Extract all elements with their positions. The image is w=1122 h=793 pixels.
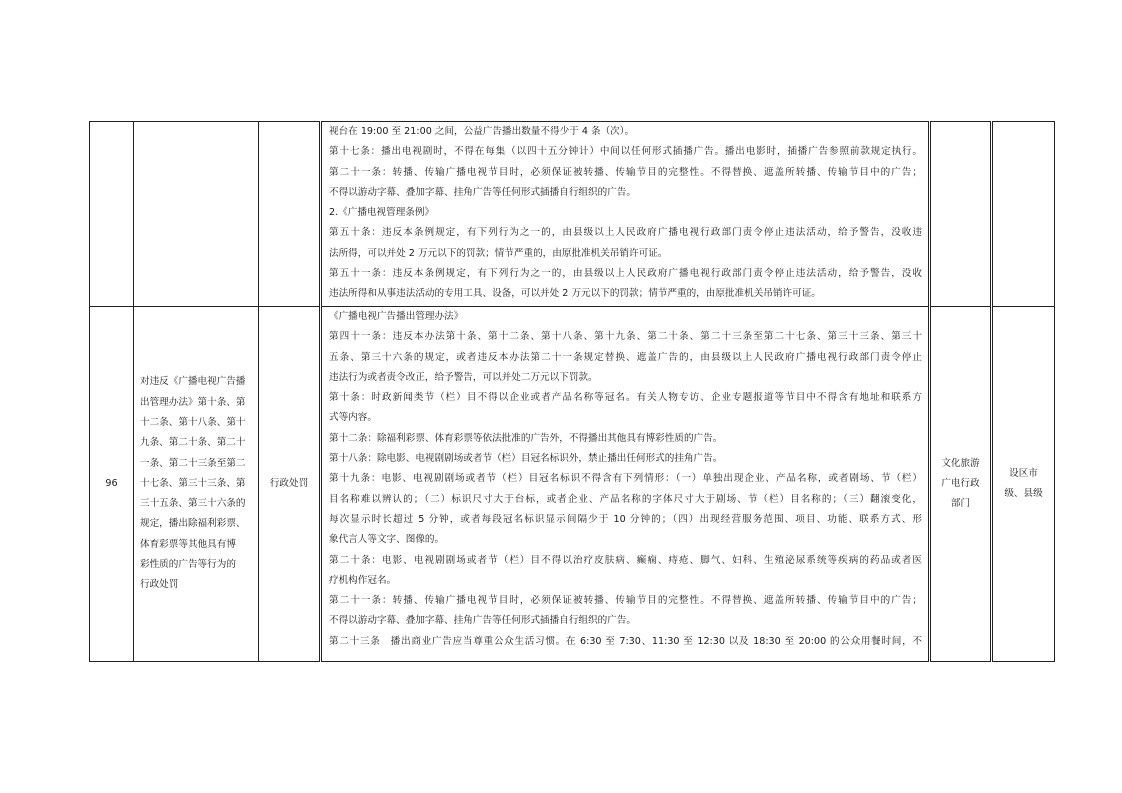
department-line: 文化旅游: [941, 457, 980, 469]
type-cell: [259, 122, 321, 307]
content-line: 象代言人等文字、图像的。: [329, 534, 445, 546]
content-line: 《广播电视广告播出管理办法》: [329, 311, 464, 322]
type-cell: 行政处罚: [259, 307, 321, 662]
row-number: 96: [90, 307, 134, 662]
item-line: 彩性质的广告等行为的: [140, 559, 236, 571]
content-line: 违法所得和从事违法活动的专用工具、设备，可以并处 2 万元以下的罚款；情节严重的，由原批准机关吊销许可证。: [329, 288, 821, 300]
number-cell: [90, 122, 134, 307]
table-row: [90, 122, 1055, 307]
content-line: 第十八条：除电影、电视剧剧场或者节（栏）目冠名标识外，禁止播出任何形式的挂角广告。: [329, 453, 723, 465]
item-line: 三十五条、第三十六条的: [140, 498, 246, 510]
item-cell: [134, 122, 259, 307]
content-line: 第四十一条：违反本办法第十条、第十二条、第十八条、第十九条、第二十条、第二十三条至第二十七条、第三十三条、第三十: [329, 331, 922, 343]
content-line: 第十条：时政新闻类节（栏）目不得以企业或者产品名称等冠名。有关人物专访、企业专题报道等节目中不得含有地址和联系方: [329, 392, 922, 404]
content-line: 不得以游动字幕、叠加字幕、挂角广告等任何形式插播自行组织的广告。: [329, 615, 636, 627]
content-line: 第十九条：电影、电视剧剧场或者节（栏）目冠名标识不得含有下列情形：（一）单独出现企业、产品名称，或者剧场、节（栏）: [329, 473, 922, 485]
content-line: 疗机构作冠名。: [329, 574, 397, 586]
content-line: 每次显示时长超过 5 分钟，或者每段冠名标识显示间隔少于 10 分钟的；（四）出现经营服务范围、项目、功能、联系方式、形: [329, 513, 922, 525]
content-line: 第二十三条 播出商业广告应当尊重公众生活习惯。在 6:30 至 7:30、11:30 至 12:30 以及 18:30 至 20:00 的公众用餐时间，不: [329, 635, 922, 647]
document-table: [89, 121, 1055, 662]
level-line: 级、县级: [1004, 488, 1043, 499]
content-line: 第十七条：播出电视剧时，不得在每集（以四十五分钟计）中间以任何形式插播广告。播出电影时，插播广告参照前款规定执行。: [329, 146, 922, 158]
department-line: 部门: [950, 498, 971, 510]
item-line: 十七条、第三十三条、第: [140, 477, 246, 489]
content-line: 2.《广播电视管理条例》: [329, 207, 435, 219]
item-line: 九条、第二十条、第二十: [140, 437, 246, 449]
content-line: 式等内容。: [329, 412, 377, 424]
content-line: 五条、第三十六条的规定，或者违反本办法第二十一条规定替换、遮盖广告的，由县级以上人民政府广播电视行政部门责令停止: [329, 351, 922, 363]
content-line: 目名称难以辨认的；（二）标识尺寸大于台标，或者企业、产品名称的字体尺寸大于剧场、节（栏）目名称的；（三）翻滚变化，: [329, 493, 922, 505]
item-line: 对违反《广播电视广告播: [140, 376, 246, 388]
item-line: 出管理办法》第十条、第: [140, 396, 246, 408]
content-line: 视台在 19:00 至 21:00 之间，公益广告播出数量不得少于 4 条（次）。: [329, 126, 635, 137]
level-line: 设区市: [1009, 467, 1038, 479]
department-cell: [930, 307, 992, 662]
content-line: 第五十条：违反本条例规定，有下列行为之一的，由县级以上人民政府广播电视行政部门责令停止违法活动，给予警告，没收违: [329, 227, 922, 239]
content-cell: [321, 122, 930, 307]
department-line: 广电行政: [941, 477, 980, 489]
content-line: 第二十条：电影、电视剧剧场或者节（栏）目不得以治疗皮肤病、癫痫、痔疮、脚气、妇科、生殖泌尿系统等疾病的药品或者医: [329, 554, 922, 566]
content-line: 第十二条：除福利彩票、体育彩票等依法批准的广告外，不得播出其他具有博彩性质的广告。: [329, 432, 723, 444]
item-line: 体育彩票等其他具有博: [140, 538, 236, 550]
item-cell: [134, 307, 259, 662]
content-line: 违法行为或者责令改正，给予警告，可以并处二万元以下罚款。: [329, 371, 598, 383]
item-line: 规定，播出除福利彩票、: [140, 518, 246, 530]
level-cell: [992, 122, 1055, 307]
level-cell: [992, 307, 1055, 662]
content-line: 不得以游动字幕、叠加字幕、挂角广告等任何形式插播自行组织的广告。: [329, 186, 636, 198]
content-line: 第五十一条：违反本条例规定，有下列行为之一的，由县级以上人民政府广播电视行政部门责令停止违法活动，给予警告，没收: [329, 268, 922, 280]
content-cell: [321, 307, 930, 662]
item-line: 十二条、第十八条、第十: [140, 416, 246, 428]
department-cell: [930, 122, 992, 307]
table-row: [90, 307, 1055, 662]
item-line: 行政处罚: [140, 579, 179, 591]
item-line: 一条、第二十三条至第二: [140, 457, 246, 469]
content-line: 第二十一条：转播、传输广播电视节目时，必须保证被转播、传输节目的完整性。不得替换、遮盖所转播、传输节目中的广告；: [329, 166, 922, 178]
content-line: 第二十一条：转播、传输广播电视节目时，必须保证被转播、传输节目的完整性。不得替换、遮盖所转播、传输节目中的广告；: [329, 595, 922, 607]
content-line: 法所得，可以并处 2 万元以下的罚款；情节严重的，由原批准机关吊销许可证。: [329, 247, 668, 259]
